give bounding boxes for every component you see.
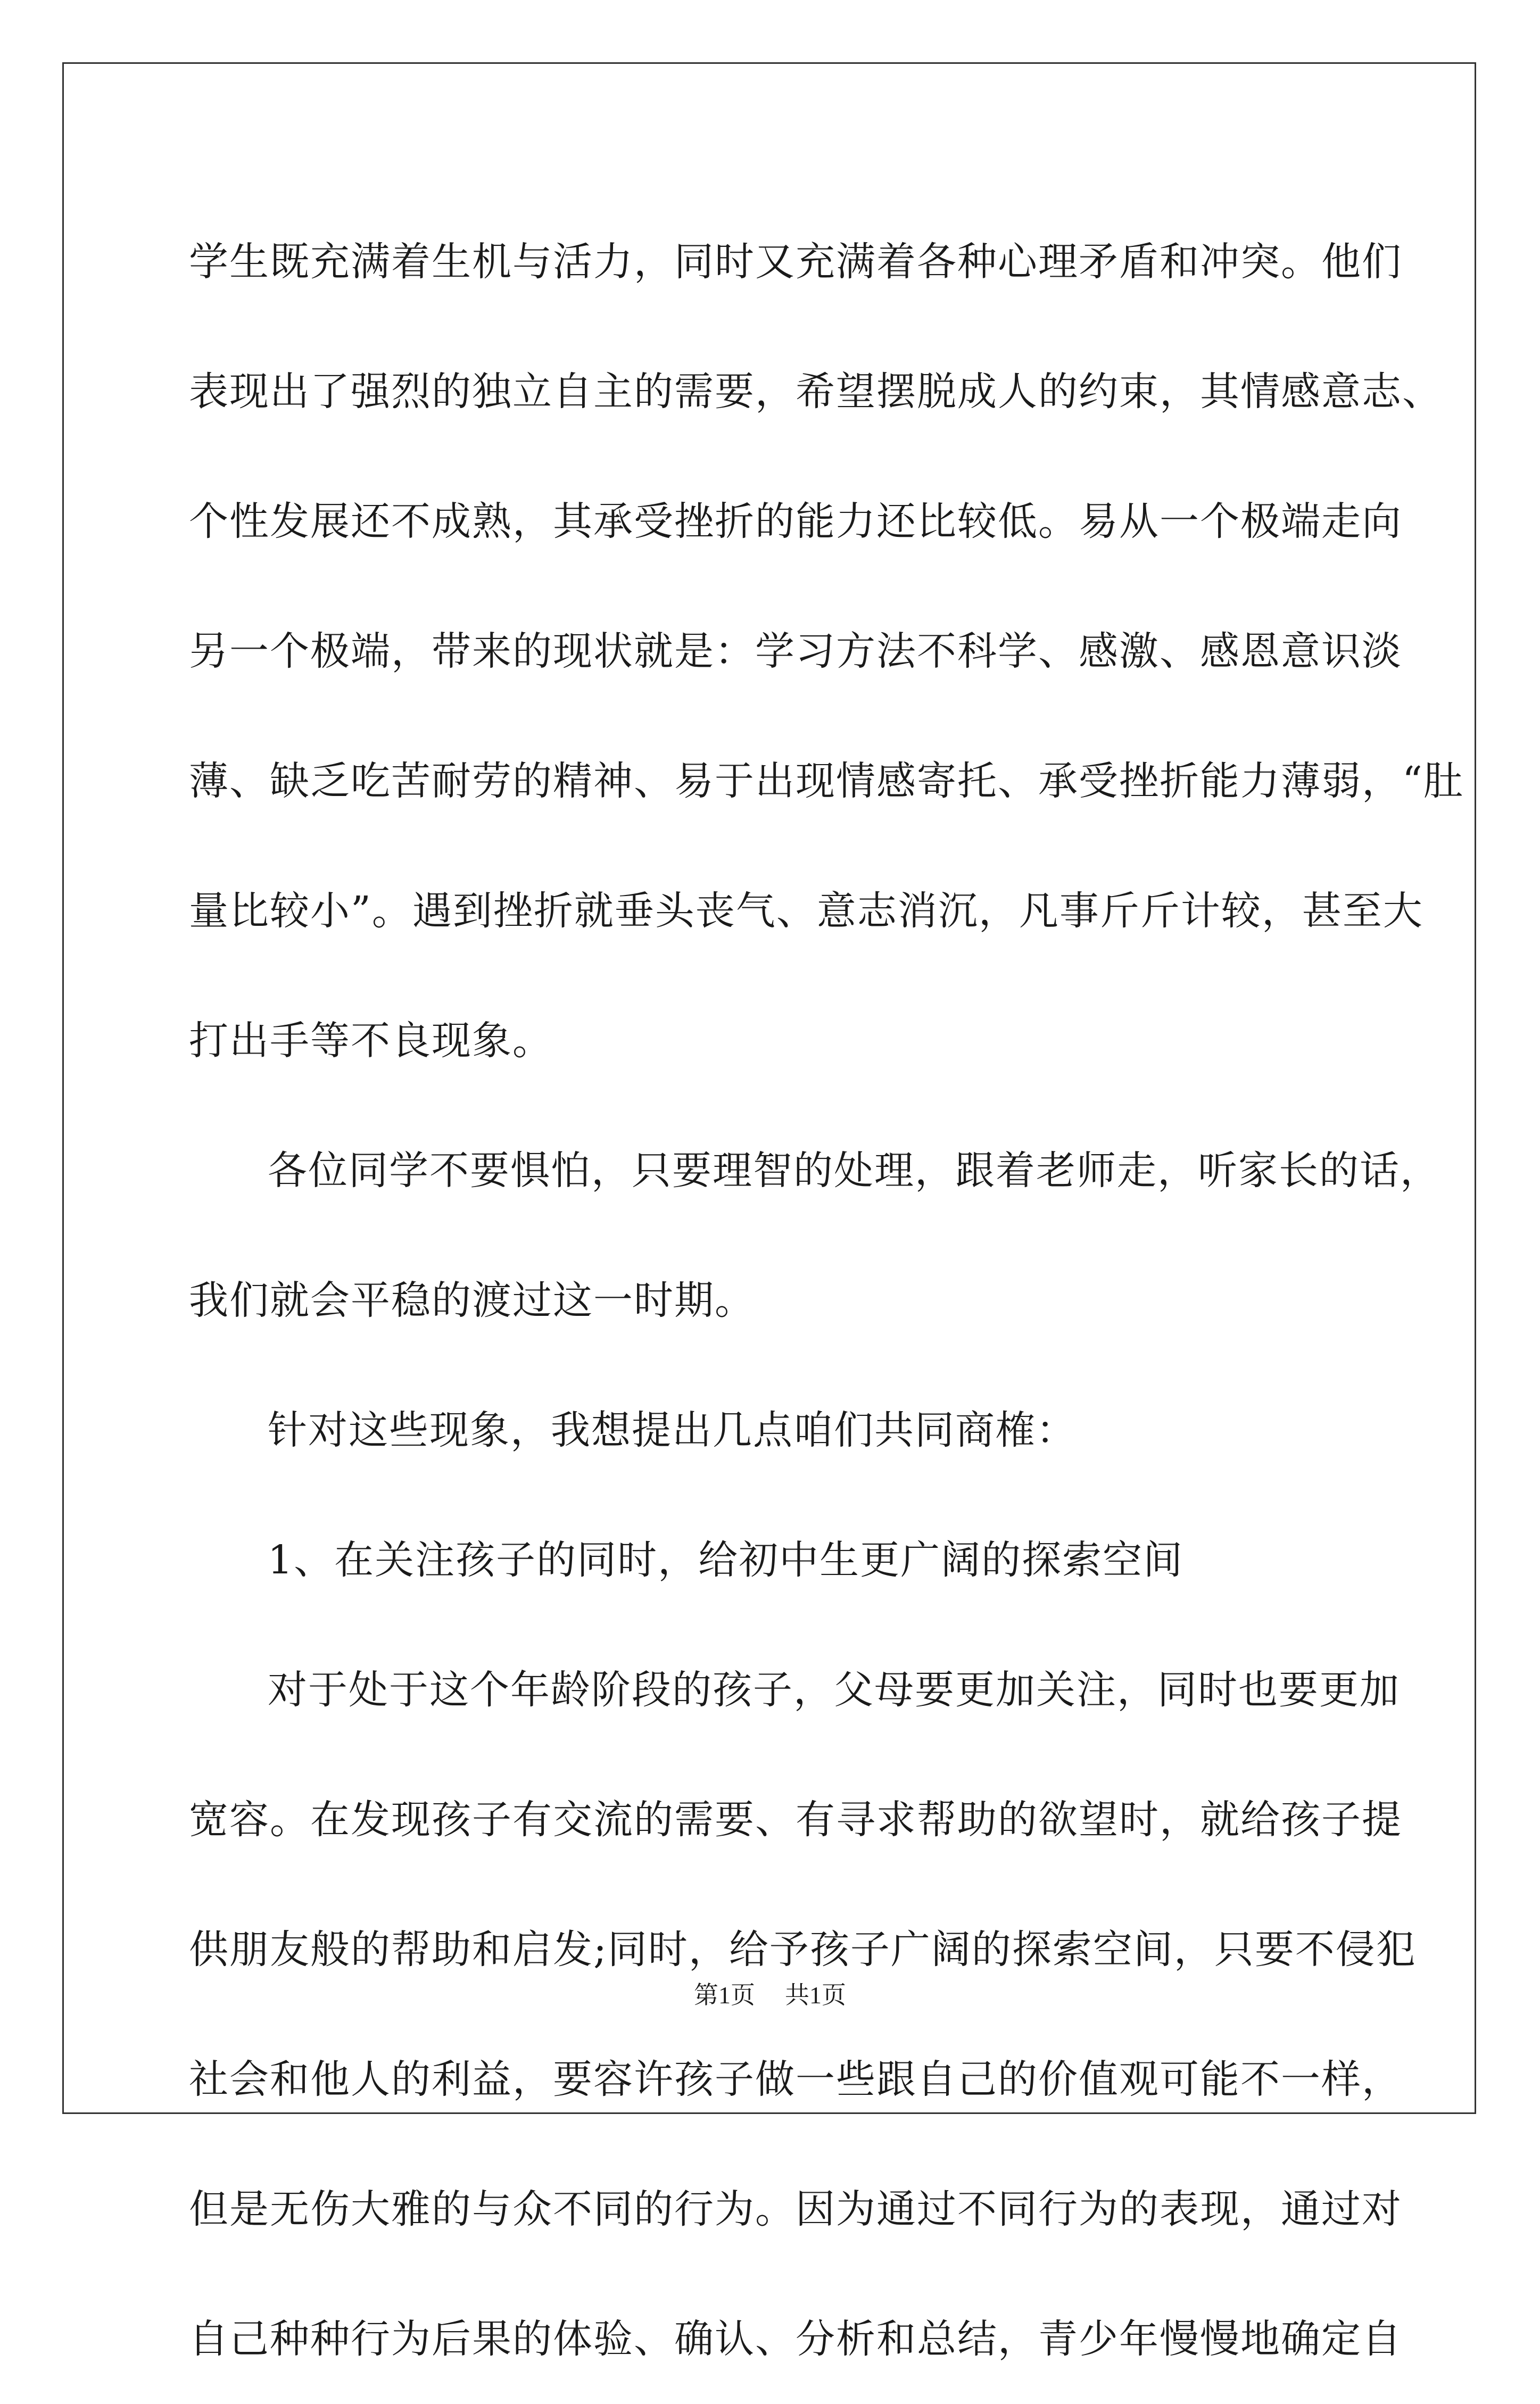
text-line: 但是无伤大雅的与众不同的行为。因为通过不同行为的表现，通过对 bbox=[189, 2186, 1402, 2232]
paragraph-start-line: 各位同学不要惧怕，只要理智的处理，跟着老师走，听家长的话， bbox=[268, 1148, 1440, 1193]
document-body bbox=[189, 197, 1464, 2404]
text-line: 表现出了强烈的独立自主的需要，希望摆脱成人的约束，其情感意志、 bbox=[189, 369, 1443, 415]
text-line: 学生既充满着生机与活力，同时又充满着各种心理矛盾和冲突。他们 bbox=[189, 239, 1402, 285]
text-line: 宽容。在发现孩子有交流的需要、有寻求帮助的欲望时，就给孩子提 bbox=[189, 1797, 1402, 1843]
section-heading: 1、在关注孩子的同时，给初中生更广阔的探索空间 bbox=[268, 1537, 1184, 1583]
text-line: 我们就会平稳的渡过这一时期。 bbox=[189, 1278, 755, 1323]
text-line: 个性发展还不成熟，其承受挫折的能力还比较低。易从一个极端走向 bbox=[189, 499, 1402, 544]
text-line: 量比较小”。遇到挫折就垂头丧气、意志消沉，凡事斤斤计较，甚至大 bbox=[189, 888, 1423, 934]
text-line: 供朋友般的帮助和启发;同时，给予孩子广阔的探索空间，只要不侵犯 bbox=[189, 1927, 1417, 1972]
text-line: 另一个极端，带来的现状就是：学习方法不科学、感激、感恩意识淡 bbox=[189, 628, 1402, 674]
text-line: 社会和他人的利益，要容许孩子做一些跟自己的价值观可能不一样， bbox=[189, 2057, 1402, 2102]
paragraph-start-line: 对于处于这个年龄阶段的孩子，父母要更加关注，同时也要更加 bbox=[268, 1667, 1400, 1713]
page-number: 第1页 bbox=[694, 1982, 755, 2009]
text-line: 自己种种行为后果的体验、确认、分析和总结，青少年慢慢地确定自 bbox=[189, 2316, 1402, 2362]
text-line: 打出手等不良现象。 bbox=[189, 1018, 553, 1064]
paragraph-start-line: 针对这些现象，我想提出几点咱们共同商榷： bbox=[268, 1407, 1077, 1453]
page-footer bbox=[0, 1979, 1540, 2011]
page-total: 共1页 bbox=[785, 1982, 846, 2009]
text-line: 薄、缺乏吃苦耐劳的精神、易于出现情感寄托、承受挫折能力薄弱，“肚 bbox=[189, 758, 1464, 804]
